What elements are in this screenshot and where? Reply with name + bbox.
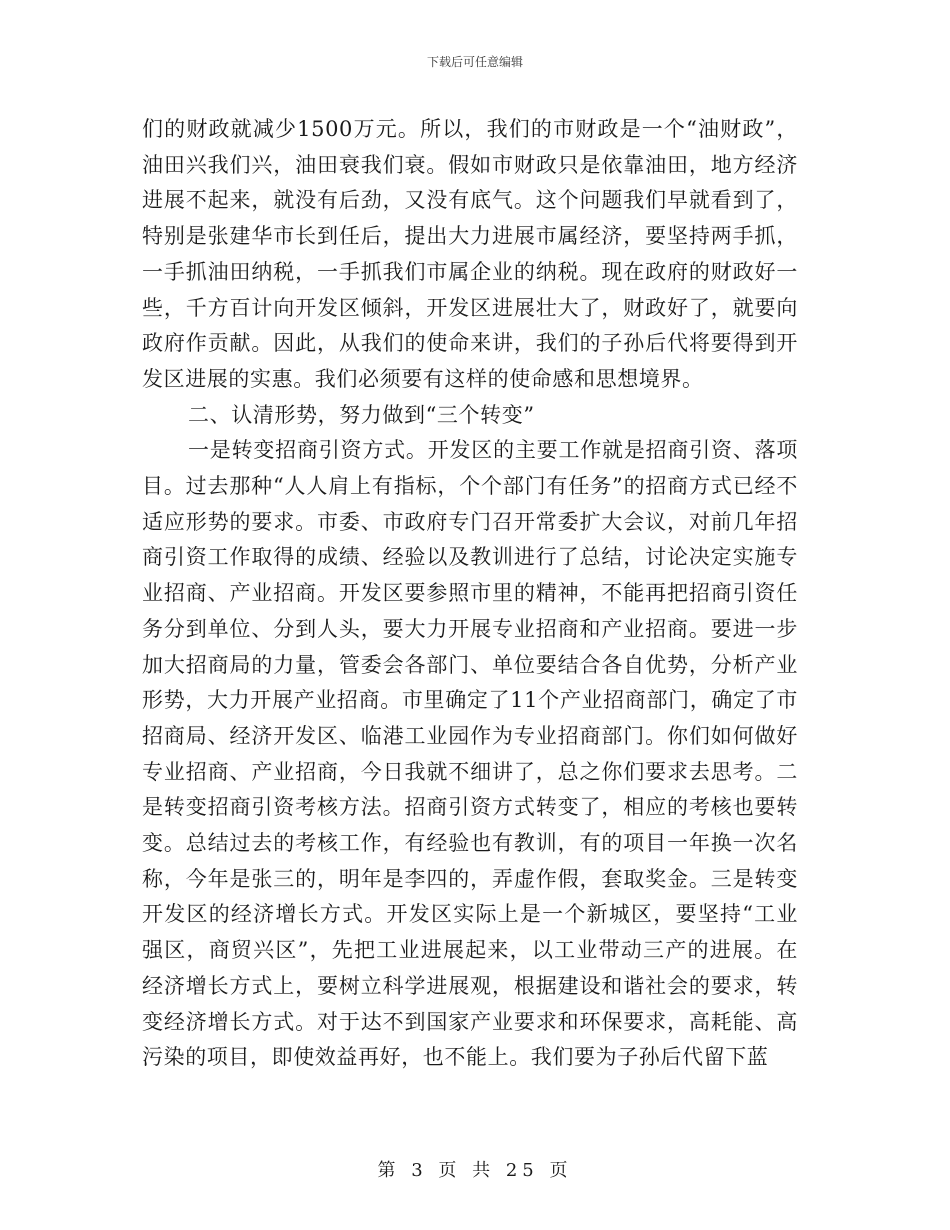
document-body: [142, 112, 798, 1076]
paragraph-1: 们的财政就减少1500万元。所以，我们的市财政是一个“油财政”，油田兴我们兴，油田衰我们衰。假如市财政只是依靠油田，地方经济进展不起来，就没有后劲，又没有底气。这个问题我们早就看到了，特别是张建华市长到任后，提出大力进展市属经济，要坚持两手抓，一手抓油田纳税，一手抓我们市属企业的纳税。现在政府的财政好一些，千方百计向开发区倾斜，开发区进展壮大了，财政好了，就要向政府作贡献。因此，从我们的使命来讲，我们的子孙后代将要得到开发区进展的实惠。我们必须要有这样的使命感和思想境界。: [142, 117, 798, 391]
paragraph-3: 一是转变招商引资方式。开发区的主要工作就是招商引资、落项目。过去那种“人人肩上有指标，个个部门有任务”的招商方式已经不适应形势的要求。市委、市政府专门召开常委扩大会议，对前几年招商引资工作取得的成绩、经验以及教训进行了总结，讨论决定实施专业招商、产业招商。开发区要参照市里的精神，不能再把招商引资任务分到单位、分到人头，要大力开展专业招商和产业招商。要进一步加大招商局的力量，管委会各部门、单位要结合各自优势，分析产业形势，大力开展产业招商。市里确定了11个产业招商部门，确定了市招商局、经济开发区、临港工业园作为专业招商部门。你们如何做好专业招商、产业招商，今日我就不细讲了，总之你们要求去思考。二是转变招商引资考核方法。招商引资方式转变了，相应的考核也要转变。总结过去的考核工作，有经验也有教训，有的项目一年换一次名称，今年是张三的，明年是李四的，弄虚作假，套取奖金。三是转变开发区的经济增长方式。开发区实际上是一个新城区，要坚持“工业强区，商贸兴区”，先把工业进展起来，以工业带动三产的进展。在经济增长方式上，要树立科学进展观，根据建设和谐社会的要求，转变经济增长方式。对于达不到国家产业要求和环保要求，高耗能、高污染的项目，即使效益再好，也不能上。我们要为子孙后代留下蓝: [142, 438, 798, 1070]
section-heading: 二、认清形势，努力做到“三个转变”: [188, 402, 535, 427]
page-number-footer: 第 3 页 共 25 页: [377, 1160, 573, 1181]
page-header-note: 下载后可任意编辑: [426, 55, 523, 69]
